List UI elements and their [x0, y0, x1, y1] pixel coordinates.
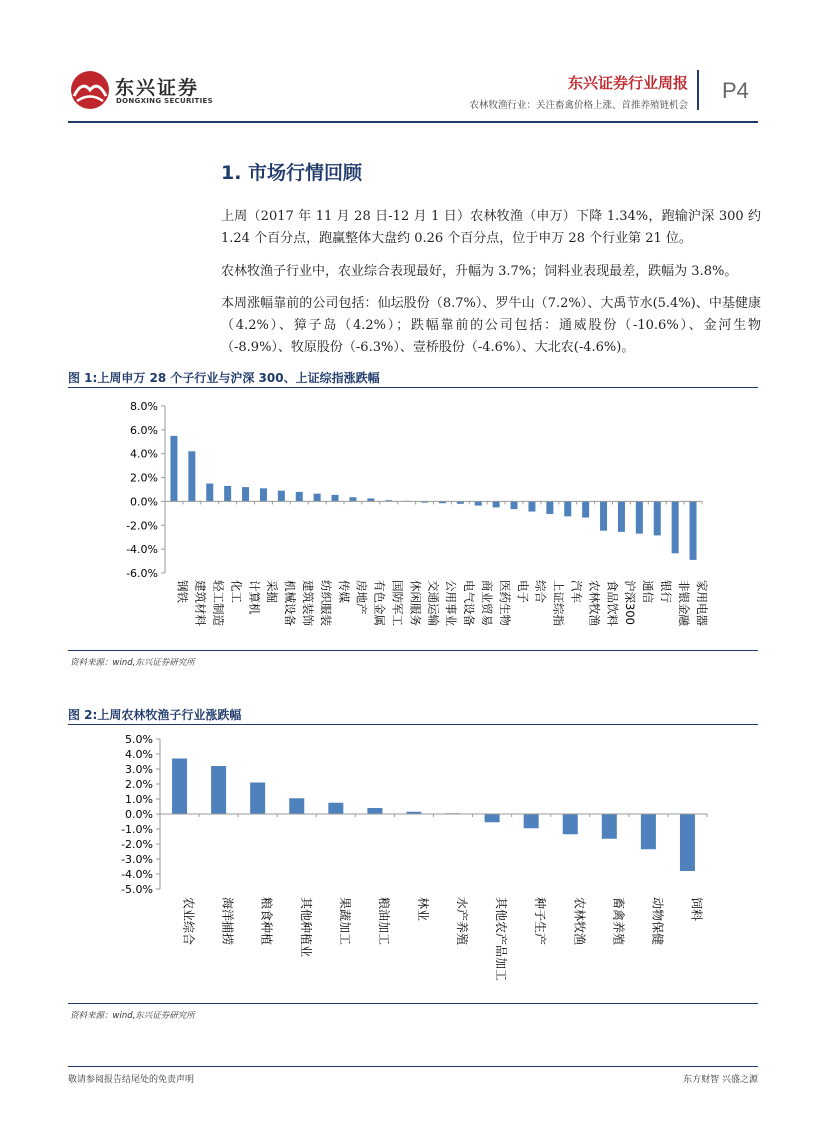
paragraph-subsector-summary: 农林牧渔子行业中，农业综合表现最好，升幅为 3.7%；饲料业表现最差，跌幅为 3.8%。 [221, 264, 738, 279]
bar [188, 451, 195, 501]
x-category-label: 公用事业 [444, 580, 459, 626]
x-category-label: 纺织服装 [318, 580, 333, 626]
x-category-label: 房地产 [354, 580, 369, 615]
y-tick-label: 1.0% [125, 793, 153, 806]
x-category-label: 林业 [415, 897, 430, 922]
y-tick-label: -2.0% [126, 519, 158, 533]
bar [563, 814, 578, 834]
y-tick-label: -1.0% [121, 823, 153, 836]
bar [211, 766, 226, 814]
x-category-label: 建筑材料 [193, 580, 208, 626]
footer-disclaimer: 敬请参阅报告结尾处的免责声明 [68, 1075, 195, 1085]
bar [296, 492, 303, 502]
bar [485, 814, 500, 822]
y-tick-label: 4.0% [125, 748, 153, 761]
bar [582, 501, 589, 517]
bar [641, 814, 656, 849]
bar [278, 491, 285, 502]
bar [314, 494, 321, 502]
x-category-label: 电子 [515, 580, 530, 603]
x-category-label: 钢铁 [175, 580, 190, 603]
x-category-label: 有色金属 [372, 580, 387, 626]
bar [242, 487, 249, 501]
report-subtitle: 农林牧渔行业：关注畜禽价格上涨、首推养殖链机会 [469, 100, 688, 111]
x-category-label: 交通运输 [426, 580, 441, 626]
y-tick-label: -3.0% [121, 853, 153, 866]
y-tick-label: 5.0% [125, 733, 153, 746]
x-category-label: 汽车 [569, 580, 584, 603]
x-category-label: 动物保健 [650, 897, 665, 946]
bar [332, 495, 339, 502]
x-category-label: 农业综合 [181, 897, 196, 946]
y-tick-label: 2.0% [125, 778, 153, 791]
x-category-label: 粮食种植 [259, 897, 274, 946]
x-category-label: 其他农产品加工 [494, 897, 509, 982]
x-category-label: 通信 [641, 580, 656, 603]
y-tick-label: -5.0% [121, 883, 153, 896]
footer-slogan: 东方财智 兴盛之源 [683, 1075, 758, 1085]
brand-name-cn: 东兴证券 [115, 77, 200, 99]
bar [528, 501, 535, 511]
x-category-label: 种子生产 [533, 897, 548, 946]
y-tick-label: -2.0% [121, 838, 153, 851]
x-category-label: 上证综指 [551, 580, 566, 626]
y-tick-label: 6.0% [130, 423, 158, 437]
x-category-label: 休闲服务 [408, 580, 423, 626]
bar [493, 501, 500, 507]
bar [349, 497, 356, 501]
bar [602, 814, 617, 839]
bar [672, 501, 679, 553]
figure-2-title: 图 2:上周农林牧渔子行业涨跌幅 [68, 708, 242, 722]
y-tick-label: 0.0% [125, 808, 153, 821]
x-category-label: 农林牧渔 [587, 580, 602, 626]
bar [328, 803, 343, 814]
figure-2-source: 资料来源：wind,东兴证券研究所 [70, 1011, 195, 1021]
x-category-label: 计算机 [247, 580, 262, 615]
bar [206, 484, 213, 502]
x-category-label: 建筑装饰 [301, 580, 315, 626]
x-category-label: 果蔬加工 [337, 897, 352, 946]
figure-1-bar-chart [68, 390, 758, 648]
bar [636, 501, 643, 533]
x-category-label: 粮油加工 [376, 897, 391, 946]
x-category-label: 轻工制造 [211, 580, 226, 626]
bar [289, 798, 304, 814]
bar [475, 501, 482, 505]
y-tick-label: 3.0% [125, 763, 153, 776]
figure-2-bar-chart [68, 727, 758, 1001]
bar [690, 501, 697, 559]
bar [367, 808, 382, 814]
x-category-label: 商业贸易 [480, 580, 494, 626]
x-category-label: 采掘 [265, 580, 280, 603]
y-tick-label: -4.0% [126, 543, 158, 557]
y-tick-label: -6.0% [126, 567, 158, 580]
x-category-label: 综合 [533, 580, 548, 603]
bar [511, 501, 518, 509]
y-tick-label: 4.0% [130, 447, 158, 461]
page-number: P4 [722, 78, 749, 103]
report-type-title: 东兴证券行业周报 [567, 74, 688, 92]
footer-rule [68, 1066, 758, 1067]
x-category-label: 沪深300 [623, 580, 638, 625]
bar [680, 814, 695, 871]
x-category-label: 海洋捕捞 [220, 897, 235, 946]
figure-1-source: 资料来源：wind,东兴证券研究所 [70, 658, 195, 668]
paragraph-top-movers: 本周涨幅靠前的公司包括：仙坛股份（8.7%）、罗牛山（7.2%）、大禹节水(5.4%)、中基健康（4.2%）、獐子岛（4.2%）；跌幅靠前的公司包括：通威股份（-10.6%）、金河生物（-8.9%）、牧原股份（-6.3%）、壹桥股份（-4.6%）、大北农(-4.6%)。 [221, 296, 761, 355]
x-category-label: 机械设备 [283, 580, 298, 626]
x-category-label: 化工 [229, 580, 244, 603]
x-category-label: 传媒 [336, 580, 351, 603]
bar [546, 501, 553, 514]
x-category-label: 电气设备 [462, 580, 477, 626]
x-category-label: 其他种植业 [298, 897, 313, 958]
figure-1-title: 图 1:上周申万 28 个子行业与沪深 300、上证综指涨跌幅 [68, 371, 380, 385]
bar [564, 501, 571, 516]
bar [618, 501, 625, 531]
x-category-label: 非银金融 [676, 580, 691, 626]
x-category-label: 国防军工 [390, 580, 405, 626]
x-category-label: 水产养殖 [455, 897, 470, 946]
x-category-label: 畜禽养殖 [611, 897, 626, 946]
x-category-label: 饲料 [689, 897, 704, 922]
y-tick-label: -4.0% [121, 868, 153, 881]
y-tick-label: 0.0% [130, 495, 158, 509]
figure-2-bottom-rule [68, 1003, 758, 1004]
bar [170, 436, 177, 502]
y-tick-label: 2.0% [130, 471, 158, 485]
bar [250, 783, 265, 815]
bar [654, 501, 661, 535]
section-title: 1. 市场行情回顾 [221, 162, 363, 184]
company-logo-icon [68, 70, 112, 110]
brand-name-en: DONGXING SECURITIES [116, 97, 213, 105]
figure-1-top-rule [68, 387, 758, 388]
header-rule [68, 121, 758, 123]
x-category-label: 食品饮料 [605, 580, 620, 626]
x-category-label: 医药生物 [497, 580, 512, 626]
bar [224, 486, 231, 502]
paragraph-market-summary: 上周（2017 年 11 月 28 日-12 月 1 日）农林牧渔（申万）下降 1.34%，跑输沪深 300 约 1.24 个百分点，跑赢整体大盘约 0.26 个百分点，位于申万 28 个行业第 21 位。 [221, 209, 761, 246]
x-category-label: 家用电器 [694, 580, 709, 626]
x-category-label: 银行 [659, 580, 673, 603]
y-tick-label: 8.0% [130, 400, 158, 413]
bar [172, 759, 187, 815]
bar [260, 488, 267, 501]
header-divider [697, 70, 699, 110]
x-category-label: 农林牧渔 [572, 897, 587, 946]
bar [524, 814, 539, 828]
figure-1-bottom-rule [68, 650, 758, 651]
figure-2-top-rule [68, 724, 758, 725]
bar [600, 501, 607, 530]
